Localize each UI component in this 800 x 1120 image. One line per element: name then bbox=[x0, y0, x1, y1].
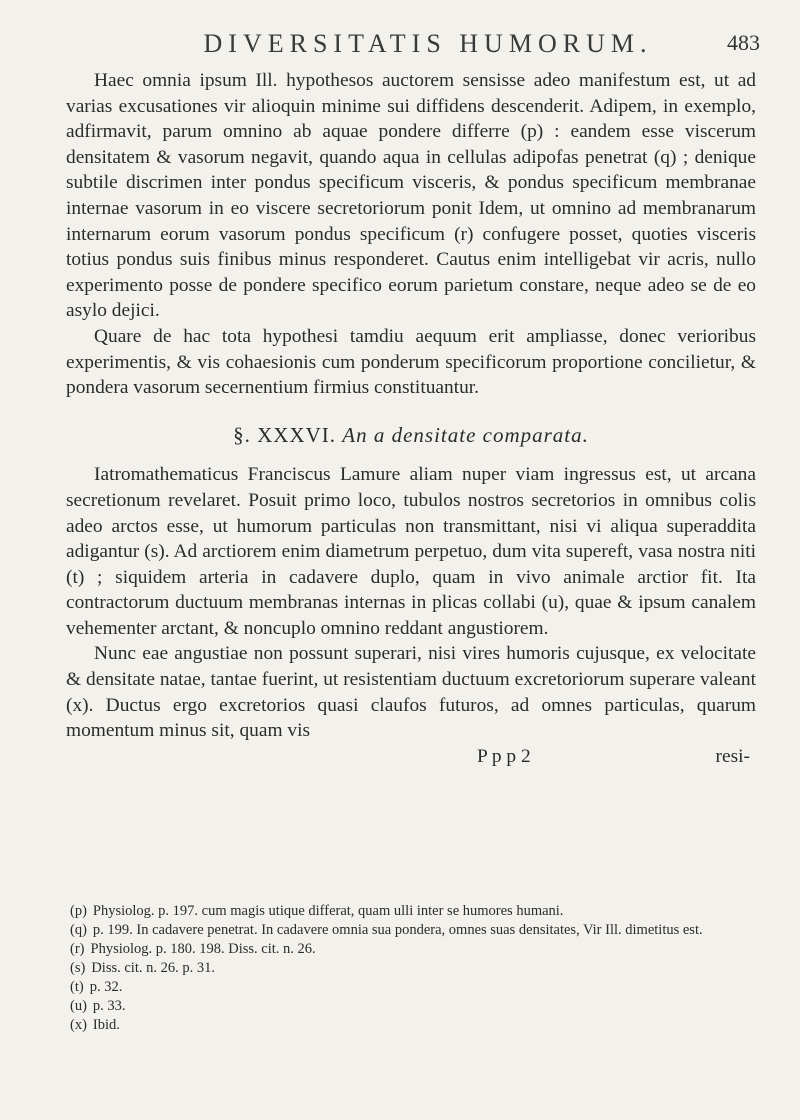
section-heading bbox=[66, 423, 756, 449]
paragraph-3: Iatromathematicus Franciscus Lamure aliam nuper viam ingressus est, ut arcana secretionum revelaret. Posuit primo loco, tubulos nostros secretorios in omnibus colis adeo arctos esse, ut humorum particulas non transmittant, nisi vi aliqua superaddita adigantur (s). Ad arctiorem enim diametrum perpetuo, dum vita supereft, vasa nostra niti (t) ; siquidem arteria in cadavere duplo, quam in vivo animale arctior fit. Ita contractorum ductuum membranas internas in plicas collabi (u), quae & ipsum canalem vehementer arctant, & noncuplo omnino reddant angustiorem. bbox=[66, 464, 756, 639]
paragraph-4: Nunc eae angustiae non possunt superari, nisi vires humoris cujusque, ex velocitate & densitate natae, tantae fuerint, ut resistentiam ductuum excretoriorum superare valeant (x). Ductus ergo excretorios quasi claufos futuros, ad omnes particulas, quarum momentum minus sit, quam vis bbox=[66, 643, 756, 742]
signature-mark: P p p 2 bbox=[476, 745, 531, 767]
footnotes bbox=[70, 902, 760, 1035]
main-text bbox=[66, 68, 756, 769]
footnote: (q) p. 199. In cadavere penetrat. In cadavere omnia sua pondera, omnes suas densitates, Vir Ill. dimetitus est. bbox=[70, 922, 703, 938]
page-footer-line bbox=[66, 744, 756, 770]
paragraph-1: Haec omnia ipsum Ill. hypothesos auctorem sensisse adeo manifestum est, ut ad varias excusationes vir alioquin minime sui diffidens descenderit. Adipem, in exemplo, adfirmavit, parum omnino ab aquae pondere differre (p) : eandem esse viscerum densitatem & vasorum negavit, quando aqua in cellulas adipofas penetrat (q) ; denique subtile discrimen inter pondus specificum visceris, & pondus specificum membranae internae vasorum in eo viscere secretoriorum ponit Idem, ut omnino ad membranarum internarum eorum vasorum pondus specificum (r) confugere posset, quoties visceris totius pondus suis finibus minus responderet. Cautus enim intelligebat vir acris, nullo experimento posse de pondere specifico eorum parietum constare, neque adeo se de eo asylo dejici. bbox=[66, 70, 756, 322]
section-title: An a densitate comparata. bbox=[342, 422, 589, 447]
book-page bbox=[48, 0, 770, 1120]
section-number: §. XXXVI. bbox=[233, 422, 336, 447]
page-header bbox=[128, 22, 760, 66]
paragraph-2: Quare de hac tota hypothesi tamdiu aequum erit ampliasse, donec verioribus experimentis, & vis cohaesionis cum ponderum specificorum proportione concilietur, & pondera vasorum secernentium firmius constituantur. bbox=[66, 325, 756, 399]
footnote: (s) Diss. cit. n. 26. p. 31. bbox=[70, 960, 215, 976]
footnote: (u) p. 33. bbox=[70, 998, 126, 1014]
footnote: (x) Ibid. bbox=[70, 1017, 120, 1033]
footnote: (r) Physiolog. p. 180. 198. Diss. cit. n. 26. bbox=[70, 941, 316, 957]
running-head: DIVERSITATIS HUMORUM. bbox=[203, 29, 653, 58]
footnote: (t) p. 32. bbox=[70, 979, 123, 995]
catchword: resi- bbox=[715, 745, 750, 767]
page-number: 483 bbox=[727, 30, 760, 55]
footnote: (p) Physiolog. p. 197. cum magis utique differat, quam ulli inter se humores humani. bbox=[70, 903, 564, 919]
